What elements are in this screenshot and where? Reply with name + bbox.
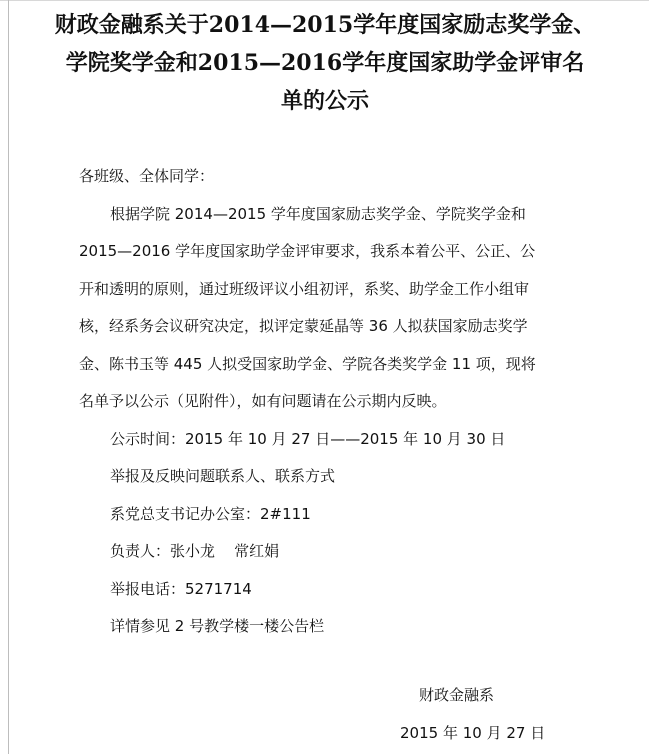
signature-org: 财政金融系 (419, 686, 495, 704)
publicity-period: 公示时间：2015 年 10 月 27 日——2015 年 10 月 30 日 (110, 429, 506, 448)
document-title (40, 6, 610, 120)
document-body (79, 158, 579, 646)
contact-heading: 举报及反映问题联系人、联系方式 (110, 467, 336, 485)
body-line-2: 2015—2016 学年度国家助学金评审要求，我系本着公平、公正、公 (79, 242, 536, 260)
report-phone: 举报电话：5271714 (110, 579, 252, 598)
bulletin-notice: 详情参见 2 号教学楼一楼公告栏 (110, 617, 325, 635)
title-line-3: 单的公示 (280, 88, 369, 114)
salutation: 各班级、全体同学： (79, 167, 215, 185)
body-line-4: 核，经系务会议研究决定，拟评定蒙延晶等 36 人拟获国家励志奖学 (79, 317, 528, 335)
responsible-persons: 负责人：张小龙 常红娟 (110, 542, 280, 560)
signature-date: 2015 年 10 月 27 日 (400, 724, 546, 742)
body-line-6: 名单予以公示（见附件），如有问题请在公示期内反映。 (79, 392, 447, 410)
page-left-edge (8, 0, 9, 754)
title-line-2: 学院奖学金和2015—2016学年度国家助学金评审名 (65, 50, 585, 76)
body-line-5: 金、陈书玉等 445 人拟受国家助学金、学院各类奖学金 11 项，现将 (79, 354, 536, 373)
body-line-3: 开和透明的原则，通过班级评议小组初评，系奖、助学金工作小组审 (79, 279, 530, 298)
body-line-1: 根据学院 2014—2015 学年度国家励志奖学金、学院奖学金和 (110, 204, 526, 223)
title-line-1: 财政金融系关于2014—2015学年度国家励志奖学金、 (54, 12, 596, 38)
office-location: 系党总支书记办公室：2#111 (110, 504, 311, 523)
page-top-edge (0, 0, 649, 1)
